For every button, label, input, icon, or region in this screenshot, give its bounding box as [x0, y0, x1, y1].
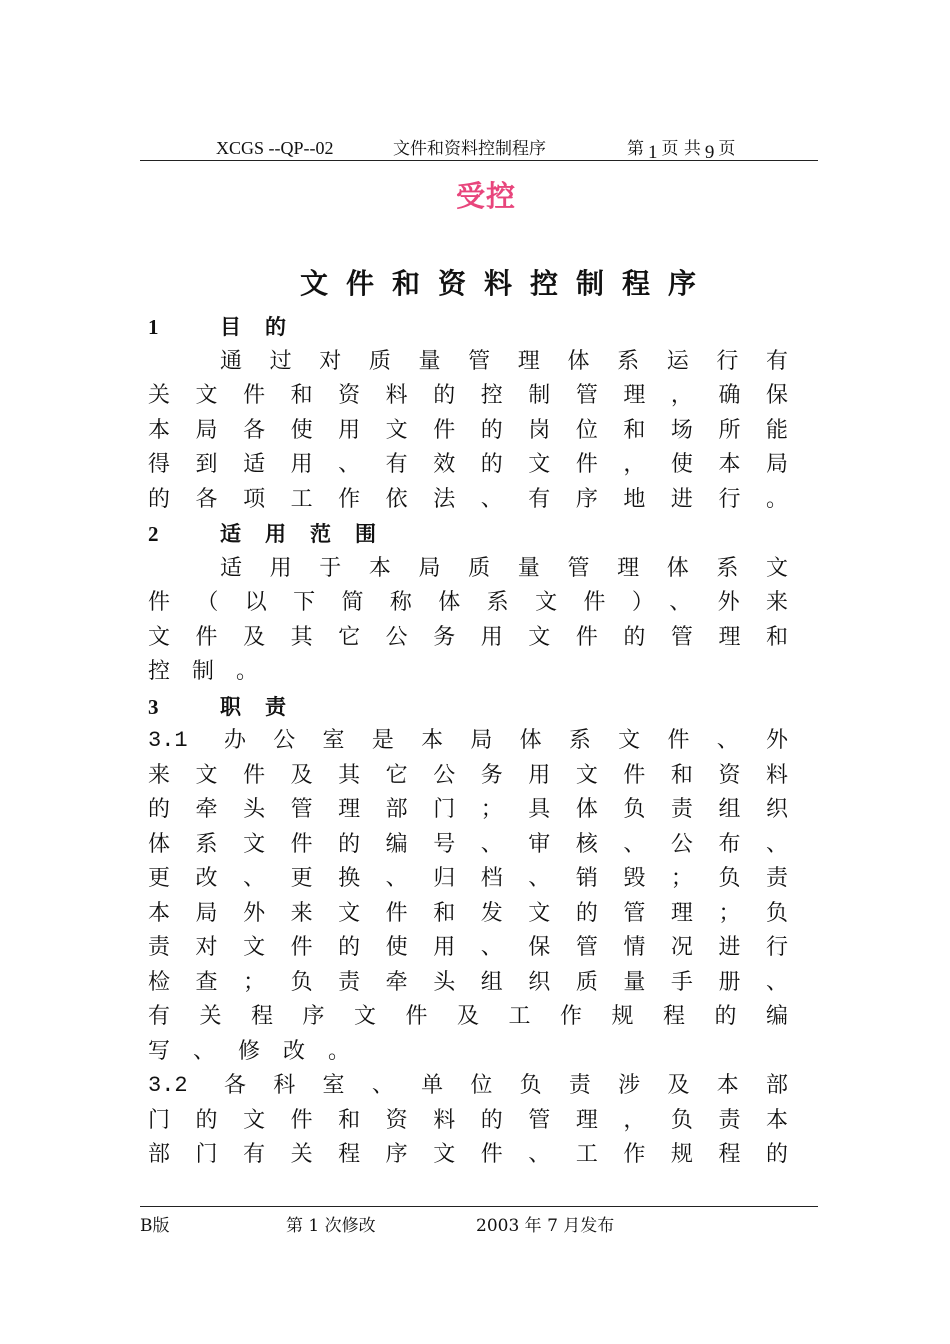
page-footer — [140, 1206, 818, 1247]
paragraph-line: 得到适用、有效的文件，使本局 — [148, 452, 788, 477]
paragraph-line: 本局各使用文件的岗位和场所能 — [148, 417, 788, 443]
section-heading-3: 3 职责 — [148, 694, 310, 719]
document-body — [148, 310, 788, 1173]
section-heading-1: 1 目的 — [148, 315, 310, 339]
paragraph-line: 体系文件的编号、审核、公布、 — [148, 831, 788, 857]
page-header — [140, 128, 818, 161]
paragraph-line: 的牵头管理部门；具体负责组织 — [148, 797, 788, 822]
subsection-number: 3.1 — [148, 728, 188, 753]
paragraph-line: 文件及其它公务用文件的管理和 — [148, 624, 788, 650]
header-title: 文件和资料控制程序 — [393, 139, 546, 159]
paragraph-line: 写、修改。 — [148, 1038, 374, 1064]
paragraph-line: 通过对质量管理体系运行有 — [220, 348, 788, 374]
document-code: XCGS --QP--02 — [216, 138, 334, 158]
paragraph-line: 检查；负责牵头组织质量手册、 — [148, 969, 788, 995]
paragraph-line: 责对文件的使用、保管情况进行 — [148, 935, 788, 960]
page-middle: 页 共 — [661, 139, 701, 159]
revision-label: 第 1 次修改 — [286, 1216, 376, 1236]
paragraph-line: 件（以下简称体系文件）、外来 — [148, 590, 788, 615]
document-title: 文件和资料控制程序 — [300, 267, 715, 300]
page-suffix: 页 — [718, 139, 736, 159]
subsection-3-2-first-line: 3.2 各科室、单位负责涉及本部 — [148, 1069, 788, 1104]
paragraph-line: 关文件和资料的控制管理，确保 — [148, 383, 788, 408]
paragraph-line: 的各项工作依法、有序地进行。 — [148, 486, 788, 512]
page-current: 1 — [648, 142, 658, 163]
release-date: 2003 年 7 月发布 — [476, 1216, 615, 1236]
page-total: 9 — [704, 142, 715, 163]
edition-label: B版 — [140, 1216, 170, 1236]
paragraph-line: 部门有关程序文件、工作规程的 — [148, 1142, 788, 1167]
paragraph-line: 控制。 — [148, 659, 281, 684]
paragraph-line: 适用于本局质量管理体系文 — [220, 555, 788, 581]
controlled-stamp: 受控 — [456, 179, 517, 213]
paragraph-line: 门的文件和资料的管理，负责本 — [148, 1107, 788, 1133]
subsection-3-1-first-line: 3.1 办公室是本局体系文件、外 — [148, 724, 788, 759]
page-prefix: 第 — [627, 139, 644, 159]
subsection-number: 3.2 — [148, 1073, 188, 1098]
page-indicator — [627, 134, 736, 163]
paragraph-line: 有关程序文件及工作规程的编 — [148, 1004, 788, 1029]
section-heading-2: 2 适用范围 — [148, 522, 400, 546]
paragraph-line: 本局外来文件和发文的管理；负 — [148, 900, 788, 926]
paragraph-line: 更改、更换、归档、销毁；负责 — [148, 866, 788, 891]
paragraph-line: 来文件及其它公务用文件和资料 — [148, 762, 788, 788]
